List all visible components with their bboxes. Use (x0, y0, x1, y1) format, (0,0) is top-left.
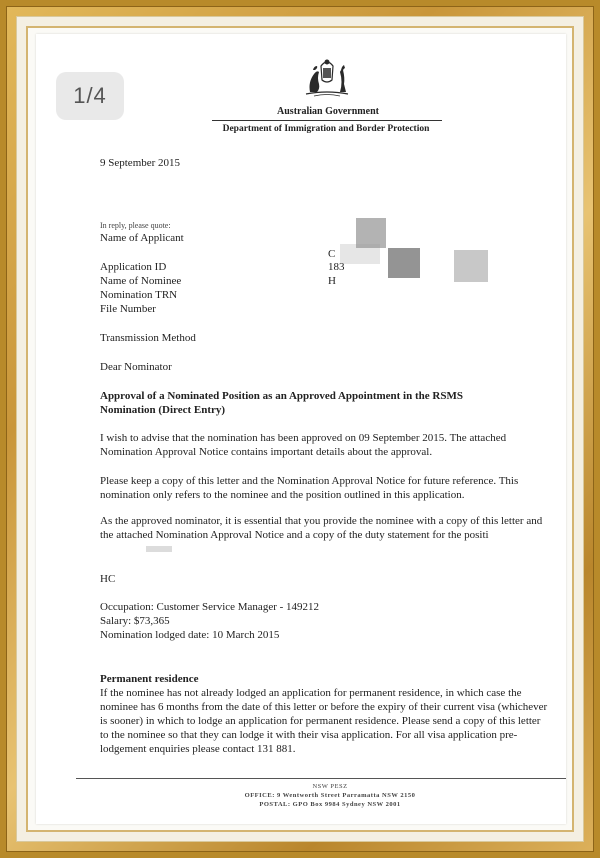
footer-divider (76, 778, 566, 779)
department-name: Department of Immigration and Border Protection (222, 124, 430, 134)
letter-date: 9 September 2015 (100, 157, 181, 169)
field-label-application-id: Application ID (100, 261, 167, 273)
field-label-trn: Nomination TRN (100, 289, 178, 301)
government-name: Australian Government (277, 106, 379, 117)
footer-office-address: OFFICE: 9 Wentworth Street Parramatta NSW 2150 (244, 792, 416, 799)
occupation-line: Occupation: Customer Service Manager - 149212 (100, 601, 320, 613)
lodged-date-line: Nomination lodged date: 10 March 2015 (100, 629, 280, 641)
coat-of-arms-icon (296, 56, 358, 98)
field-label-applicant: Name of Applicant (100, 232, 184, 244)
paragraph-nominator-duty: As the approved nominator, it is essential that you provide the nominee with a copy of this letter and the attached Nomination Approval Notice and a copy of the duty statement for the positi (100, 515, 543, 541)
field-label-file-number: File Number (100, 303, 156, 315)
field-value-application-id: 183 (328, 261, 345, 273)
paragraph-keep-copy: Please keep a copy of this letter and the Nomination Approval Notice for future reference. This nomination only refers to the nominee and the position outlined in this application. (100, 475, 519, 501)
paragraph-approval: I wish to advise that the nomination has been approved on 09 September 2015. The attached Nomination Approval Notice contains important details about the approval. (100, 432, 507, 458)
field-label-nominee: Name of Nominee (100, 275, 182, 287)
field-value-applicant: C (328, 248, 336, 260)
field-value-nominee: H (328, 275, 336, 287)
reference-heading (100, 219, 171, 225)
nominee-initial: HC (100, 573, 116, 585)
pr-paragraph: If the nominee has not already lodged an application for permanent residence, in which case the nominee has 6 months from the date of this letter or before the expiry of their current visa (whichever is sooner) in which to lodge an application for permanent residence. Please send a copy of this letter to the nominee so that they can lodge it with their visa application. For all visa application pre-lodgement enquiries please contact 131 881. (100, 687, 548, 755)
footer-office-code: NSW PESZ (312, 783, 348, 790)
footer-postal-address: POSTAL: GPO Box 9984 Sydney NSW 2001 (259, 801, 401, 808)
letterhead-divider (212, 120, 442, 121)
page-indicator[interactable]: 1/4 (56, 72, 124, 120)
redaction-block (454, 250, 488, 282)
salary-line: Salary: $73,365 (100, 615, 170, 627)
salutation: Dear Nominator (100, 361, 172, 373)
letter-subject: Approval of a Nominated Position as an Approved Appointment in the RSMS Nomination (Direct Entry) (100, 390, 463, 416)
redaction-block (146, 546, 172, 552)
redaction-block (388, 248, 420, 278)
field-label-transmission: Transmission Method (100, 332, 196, 344)
pr-heading: Permanent residence (100, 673, 199, 685)
redaction-block (340, 244, 380, 264)
